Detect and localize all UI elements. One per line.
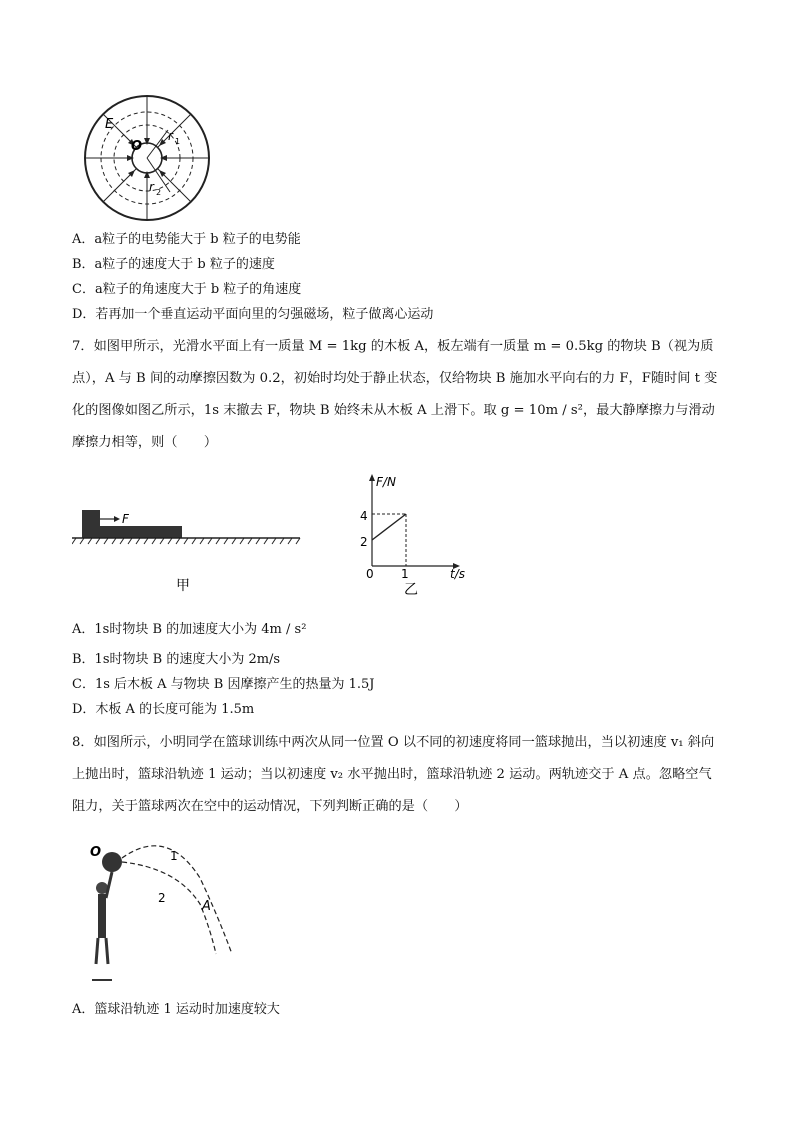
q8-stem: 8．如图所示，小明同学在篮球训练中两次从同一位置 O 以不同的初速度将同一篮球抛出，当以初速度 v₁ 斜向上抛出时，篮球沿轨迹 1 运动；当以初速度 v₂ 水平抛出时，篮球沿轨迹 2 运动。两轨迹交于 A 点。忽略空气阻力，关于篮球两次在空中的运动情况，下列判断正确的是（ ） [72,735,715,814]
radius-label-r2: r [149,180,154,194]
field-label-E: E [105,117,114,132]
q6-option-a: A．a粒子的电势能大于 b 粒子的电势能 [72,232,301,247]
q7-option-c: C．1s 后木板 A 与物块 B 因摩擦产生的热量为 1.5J [72,677,375,692]
radius-label-r1: r [168,129,173,143]
y-tick-2: 2 [360,535,368,549]
origin-label: 0 [366,567,374,581]
caption-yi: 乙 [404,582,418,598]
q7-stem: 7．如图甲所示，光滑水平面上有一质量 M = 1kg 的木板 A，板左端有一质量 m = 0.5kg 的物块 B（视为质点），A 与 B 间的动摩擦因数为 0.2，初始时均处于静止状态，仅给物块 B 施加水平向右的力 F，F随时间 t 变化的图像如图乙所示，1s 末撤去 F，物块 B 始终未从木板 A 上滑下。取 g = 10m / s²，最大静摩擦力与滑动摩擦力相等，则（ ） [72,339,718,450]
q6-option-c: C．a粒子的角速度大于 b 粒子的角速度 [72,282,302,297]
y-axis-label: F/N [376,475,396,489]
q7-option-d: D．木板 A 的长度可能为 1.5m [72,702,255,717]
origin-label-O: O [90,845,102,860]
center-label-O: O [131,139,143,154]
track-label-2: 2 [158,891,166,905]
caption-jia: 甲 [176,578,190,594]
q7-option-a: A．1s时物块 B 的加速度大小为 4m / s² [72,622,307,637]
radius-sub-r2: 2 [156,188,162,197]
radial-field-figure [72,88,222,228]
q7-option-b: B．1s时物块 B 的速度大小为 2m/s [72,652,281,667]
q8-figure-basketball [82,838,252,988]
y-tick-4: 4 [360,509,368,523]
radius-sub-r1: 1 [175,137,181,146]
q6-option-b: B．a粒子的速度大于 b 粒子的速度 [72,257,275,272]
x-tick-1: 1 [401,567,409,581]
force-label-F: F [122,512,129,526]
x-axis-label: t/s [450,567,465,581]
q7-figure-jia [72,500,302,600]
intersection-label-A: A [202,899,211,914]
force-line [372,514,406,540]
q6-option-d: D．若再加一个垂直运动平面向里的匀强磁场，粒子做离心运动 [72,307,434,322]
track-label-1: 1 [170,849,178,863]
q7-figure-yi [350,470,470,598]
q8-option-a: A．篮球沿轨迹 1 运动时加速度较大 [72,1002,280,1017]
